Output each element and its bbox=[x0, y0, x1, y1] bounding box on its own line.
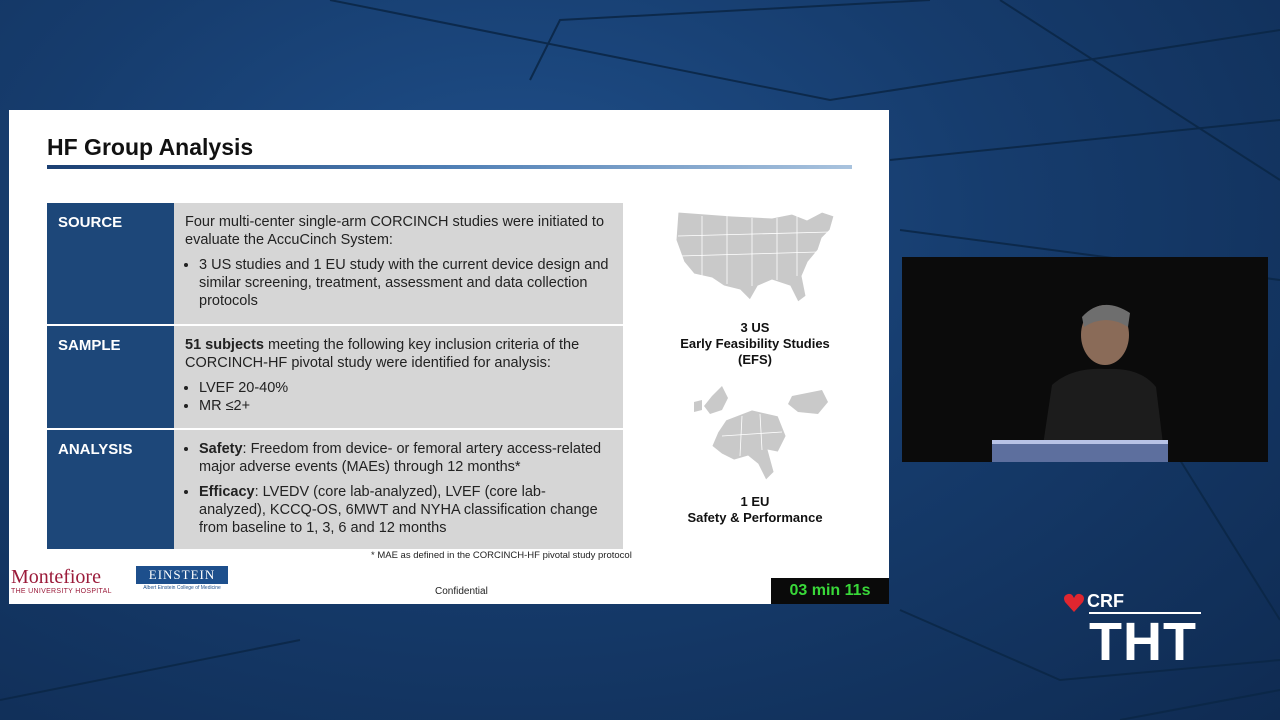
sample-row bbox=[47, 326, 623, 428]
source-bullet: • 3 US studies and 1 EU study with the current device design and similar screening, treatment, assessment and data collection protocols bbox=[199, 256, 611, 310]
montefiore-name: Montefiore bbox=[11, 566, 101, 588]
speaker-video bbox=[902, 257, 1268, 462]
crf-tht-brand bbox=[1063, 591, 1203, 670]
crf-label: CRF bbox=[1087, 591, 1124, 611]
analysis-bullet-efficacy bbox=[199, 483, 611, 537]
efficacy-text: : LVEDV (core lab-analyzed), LVEF (core lab-analyzed), KCCQ-OS, 6MWT and NYHA classification change from baseline to 1, 3, 6 and 12 months bbox=[199, 484, 598, 536]
eu-map-icon bbox=[682, 380, 832, 490]
us-count: 3 US bbox=[740, 320, 770, 335]
sample-label: SAMPLE bbox=[47, 326, 174, 428]
source-content bbox=[174, 203, 623, 324]
montefiore-logo bbox=[11, 566, 112, 595]
sample-intro-text: meeting the following key inclusion criteria of the CORCINCH-HF pivotal study were identified for analysis: bbox=[185, 337, 580, 371]
slide-title: HF Group Analysis bbox=[47, 134, 254, 160]
countdown-timer: 03 min 11s bbox=[771, 578, 889, 604]
footnote: * MAE as defined in the CORCINCH-HF pivotal study protocol bbox=[371, 550, 632, 561]
source-bullets bbox=[185, 256, 611, 310]
title-rule bbox=[47, 165, 852, 169]
speaker-silhouette-icon bbox=[902, 257, 1268, 462]
tht-label: THT bbox=[1089, 612, 1201, 670]
us-studies-label bbox=[655, 320, 855, 368]
safety-heading: Safety bbox=[199, 441, 243, 457]
sample-bullets bbox=[185, 379, 611, 415]
analysis-bullet-safety bbox=[199, 440, 611, 476]
analysis-label: ANALYSIS bbox=[47, 430, 174, 549]
source-row bbox=[47, 203, 623, 324]
sample-bullet-mr: • MR ≤2+ bbox=[199, 397, 611, 415]
analysis-bullets bbox=[185, 440, 611, 537]
montefiore-sub: THE UNIVERSITY HOSPITAL bbox=[11, 588, 112, 595]
sample-content bbox=[174, 326, 623, 428]
safety-text: : Freedom from device- or femoral artery access-related major adverse events (MAEs) through 12 months* bbox=[199, 441, 602, 475]
presentation-slide bbox=[9, 110, 889, 604]
us-study-type: Early Feasibility Studies bbox=[680, 336, 830, 351]
einstein-name: EINSTEIN bbox=[136, 566, 228, 584]
sample-intro bbox=[185, 336, 611, 372]
sample-bullet-lvef: • LVEF 20-40% bbox=[199, 379, 611, 397]
analysis-content bbox=[174, 430, 623, 549]
analysis-row bbox=[47, 430, 623, 549]
us-abbrev: (EFS) bbox=[738, 352, 772, 367]
source-intro: Four multi-center single-arm CORCINCH studies were initiated to evaluate the AccuCinch System: bbox=[185, 214, 605, 248]
us-map-icon bbox=[672, 206, 842, 306]
eu-count: 1 EU bbox=[740, 494, 770, 509]
einstein-sub: Albert Einstein College of Medicine bbox=[143, 585, 221, 591]
source-label: SOURCE bbox=[47, 203, 174, 324]
confidential-label: Confidential bbox=[435, 586, 488, 597]
einstein-logo bbox=[136, 566, 228, 591]
eu-studies-label bbox=[655, 494, 855, 526]
sample-count: 51 subjects bbox=[185, 337, 264, 353]
heart-icon bbox=[1063, 593, 1085, 613]
study-table bbox=[47, 203, 623, 549]
efficacy-heading: Efficacy bbox=[199, 484, 255, 500]
eu-study-type: Safety & Performance bbox=[687, 510, 823, 525]
